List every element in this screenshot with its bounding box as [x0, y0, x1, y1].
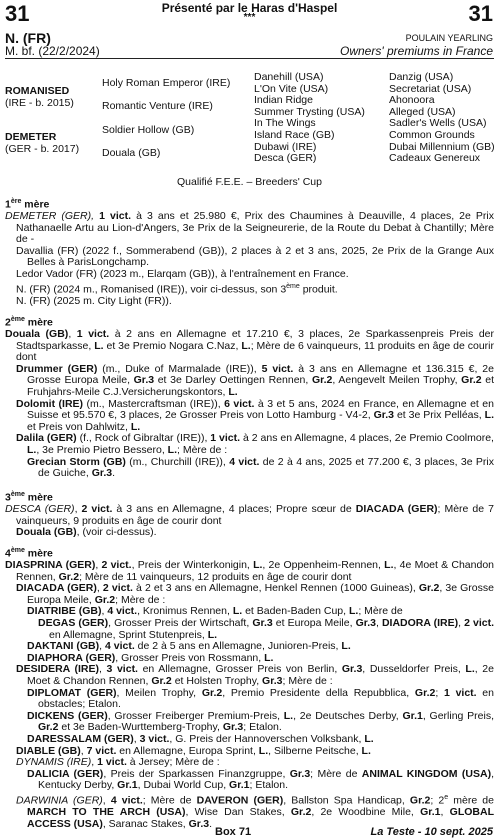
produce-record: Ledor Vador (FR) (2023 m., Elarqam (GB)), à l'entraînement en France. — [16, 268, 349, 281]
lot-number-right: 31 — [468, 1, 493, 26]
presenter-line: Présenté par le Haras d'Haspel — [161, 1, 338, 15]
produce-record: DESIDERA (IRE), 3 vict. en Allemagne, Grosser Preis von Berlin, Gr.3, Dusseldorfer Preis, L., 2e Moet & Chandon Rennen, Gr.2 et Holsten Trophy, Gr.3; Mère de : — [16, 663, 494, 688]
dam-record: DIASPRINA (GER), 2 vict., Preis der Winterkonigin, L., 2e Oppenheim-Rennen, L., 4e Moet & Chandon Rennen, Gr.2; Mère de 11 vainqueurs, 12 produits en âge de courir dont — [5, 559, 494, 583]
great-grandparent-7: Dubai Millennium (GB) — [389, 140, 495, 153]
produce-record: DIPLOMAT (GER), Meilen Trophy, Gr.2, Premio Presidente della Repubblica, Gr.2; 1 vict. en obstacles; Etalon. — [27, 686, 494, 711]
section-first-dam — [5, 196, 494, 307]
produce-record: DALICIA (GER), Preis der Sparkassen Finanzgruppe, Gr.3; Mère de ANIMAL KINGDOM (USA), Kentucky Derby, Gr.1, Dubai World Cup, Gr.1; Etalon. — [27, 767, 494, 792]
parent-4: Douala (GB) — [102, 147, 161, 159]
produce-record: Grecian Storm (GB) (m., Churchill (IRE)), 4 vict. de 2 à 4 ans, 2025 et 77.200 €, 3 places, 3e Prix de Guiche, Gr.3. — [27, 455, 494, 480]
dam-block — [5, 132, 79, 155]
dam-record: DEMETER (GER), 1 vict. à 3 ans et 25.980 €, Prix des Chaumines à Deauville, 4 places, 2e Prix Nathanaelle Artu au Lion-d'Angers, 3e Prix de la Seigneurerie, de la Route du Debat à Chantilly; Mère de - — [5, 210, 494, 246]
produce-record: N. (FR) (2025 m. City Light (FR)). — [16, 294, 172, 307]
section-fourth-dam — [5, 545, 494, 830]
produce-record: DIABLE (GB), 7 vict. en Allemagne, Europa Sprint, L., Silberne Peitsche, L. — [16, 744, 371, 757]
presenter-stars: *** — [243, 12, 256, 23]
section-third-dam — [5, 489, 494, 539]
produce-record: DAKTANI (GB), 4 vict. de 2 à 5 ans en Allemagne, Junioren-Preis, L. — [27, 640, 351, 653]
horse-sex-birth: M. bf. (22/2/2024) — [5, 44, 100, 58]
grandparent-4: Summer Trysting (USA) — [254, 105, 365, 118]
parent-1: Holy Roman Emperor (IRE) — [102, 77, 231, 89]
grandparent-2: L'On Vite (USA) — [254, 82, 329, 95]
grandparent-7: Dubawi (IRE) — [254, 140, 317, 153]
sire-block — [5, 86, 74, 109]
section-second-dam — [5, 314, 494, 480]
sire-name: ROMANISED — [5, 85, 70, 97]
grandparent-5: In The Wings — [254, 117, 316, 130]
produce-record: DICKENS (GER), Grosser Freiberger Premium-Preis, L., 2e Deutsches Derby, Gr.1, Gerling Preis, Gr.2 et 3e Baden-Wurttemberg-Trophy, Gr.3; Etalon. — [27, 709, 494, 734]
horse-category: POULAIN YEARLING — [405, 33, 493, 43]
dam-record: DESCA (GER), 2 vict. à 3 ans en Allemagne, 4 places; Propre sœur de DIACADA (GER); Mère de 7 vainqueurs, 9 produits en âge de courir dont — [5, 503, 494, 527]
dam-name: DEMETER — [5, 131, 57, 143]
produce-record: DEGAS (GER), Grosser Preis der Wirtschaft, Gr.3 et Europa Meile, Gr.3, DIADORA (IRE), 2 vict. en Allemagne, Sprint Stutenpreis, L. — [38, 617, 494, 641]
grandparents-col — [254, 72, 365, 165]
great-grandparent-8: Cadeaux Genereux — [389, 152, 481, 165]
great-grandparent-2: Secretariat (USA) — [389, 82, 472, 95]
produce-record: Davallia (FR) (2022 f., Sommerabend (GB)), 2 places à 2 et 3 ans, 2025, 2e Prix de la Grange Aux Belles à ParisLongchamp. — [16, 244, 494, 269]
dam-record: Douala (GB), 1 vict. à 2 ans en Allemagne et 17.210 €, 3 places, 2e Sparkassenpreis Preis der Stadtsparkasse, L. et 3e Premio Nogara C.Naz, L.; Mère de 6 vainqueurs, 11 produits en âge de courir dont — [5, 328, 494, 364]
grandparent-3: Indian Ridge — [254, 94, 313, 107]
section-title: 4ème mère — [5, 547, 53, 560]
produce-record: DIAPHORA (GER), Grosser Preis von Rossmann, L. — [27, 651, 274, 664]
produce-record: Dolomit (IRE) (m., Mastercraftsman (IRE)), 6 vict. à 3 et 5 ans, 2024 en France, en Allemagne et en Suisse et 95.570 €, 3 places, 2e Grosser Preis von Lotto Hamburg - V4-2, Gr.3 et 3e Prix Pelléas, L. et Preis von Dahlwitz, L. — [16, 397, 494, 433]
section-title: 3ème mère — [5, 491, 53, 504]
header-rule — [5, 58, 494, 59]
dam-info: (GER - b. 2017) — [5, 142, 80, 155]
produce-record: DIACADA (GER), 2 vict. à 2 et 3 ans en Allemagne, Henkel Rennen (1000 Guineas), Gr.2, 3e Grosse Europa Meile, Gr.2; Mère de : — [16, 582, 494, 606]
qualification: Qualifié F.E.E. – Breeders' Cup — [177, 176, 322, 188]
grandparent-6: Island Race (GB) — [254, 128, 335, 141]
great-grandparent-5: Sadler's Wells (USA) — [389, 117, 487, 130]
great-grandparent-1: Danzig (USA) — [389, 71, 454, 83]
produce-record: DARWINIA (GER), 4 vict.; Mère de DAVERON (GER), Ballston Spa Handicap, Gr.2; 2e mère de MARCH TO THE ARCH (USA), Wise Dan Stakes, Gr.2, 2e Woodbine Mile, Gr.1, GLOBAL ACCESS (USA), Saranac Stakes, Gr.3. — [16, 793, 494, 830]
section-title: 1ère mère — [5, 198, 50, 211]
grandparent-1: Danehill (USA) — [254, 71, 324, 83]
parent-3: Soldier Hollow (GB) — [102, 124, 195, 136]
great-grandparent-4: Alleged (USA) — [389, 105, 456, 118]
great-grandparent-6: Common Grounds — [389, 128, 475, 141]
section-title: 2ème mère — [5, 316, 53, 329]
produce-record: DIATRIBE (GB), 4 vict., Kronimus Rennen, L. et Baden-Baden Cup, L.; Mère de — [27, 605, 403, 618]
produce-record: Douala (GB), (voir ci-dessus). — [16, 526, 157, 539]
produce-record: N. (FR) (2024 m., Romanised (IRE)), voir ci-dessus, son 3ème produit. — [16, 282, 338, 296]
box-number: Box 71 — [215, 826, 252, 838]
produce-record: DYNAMIS (IRE), 1 vict. à Jersey; Mère de : — [16, 756, 220, 769]
horse-name: N. (FR) — [5, 30, 51, 46]
produce-record: Drummer (GER) (m., Duke of Marmalade (IRE)), 5 vict. à 3 ans en Allemagne et 136.315 €, 2e Grosse Europa Meile, Gr.3 et 3e Darley Oettingen Rennen, Gr.2, Aengevelt Meilen Trophy, Gr.2 et Fruhjahrs-Meile C.J.Versicherungskontors, L. — [16, 362, 494, 399]
lot-number-left: 31 — [5, 1, 30, 26]
parent-2: Romantic Venture (IRE) — [102, 100, 213, 112]
great-grandparents-col — [389, 72, 495, 165]
sire-info: (IRE - b. 2015) — [5, 96, 74, 109]
owners-premiums: Owners' premiums in France — [340, 44, 493, 58]
produce-record: Dalila (GER) (f., Rock of Gibraltar (IRE)), 1 vict. à 2 ans en Allemagne, 4 places, 2e Premio Coolmore, L., 3e Premio Pietro Bessero, L.; Mère de : — [16, 432, 494, 457]
great-grandparent-3: Ahonoora — [389, 94, 435, 107]
sale-venue-date: La Teste - 10 sept. 2025 — [370, 826, 493, 838]
produce-record: DARESSALAM (GER), 3 vict., G. Preis der Hannoverschen Volksbank, L. — [27, 733, 374, 745]
grandparent-8: Desca (GER) — [254, 152, 317, 165]
